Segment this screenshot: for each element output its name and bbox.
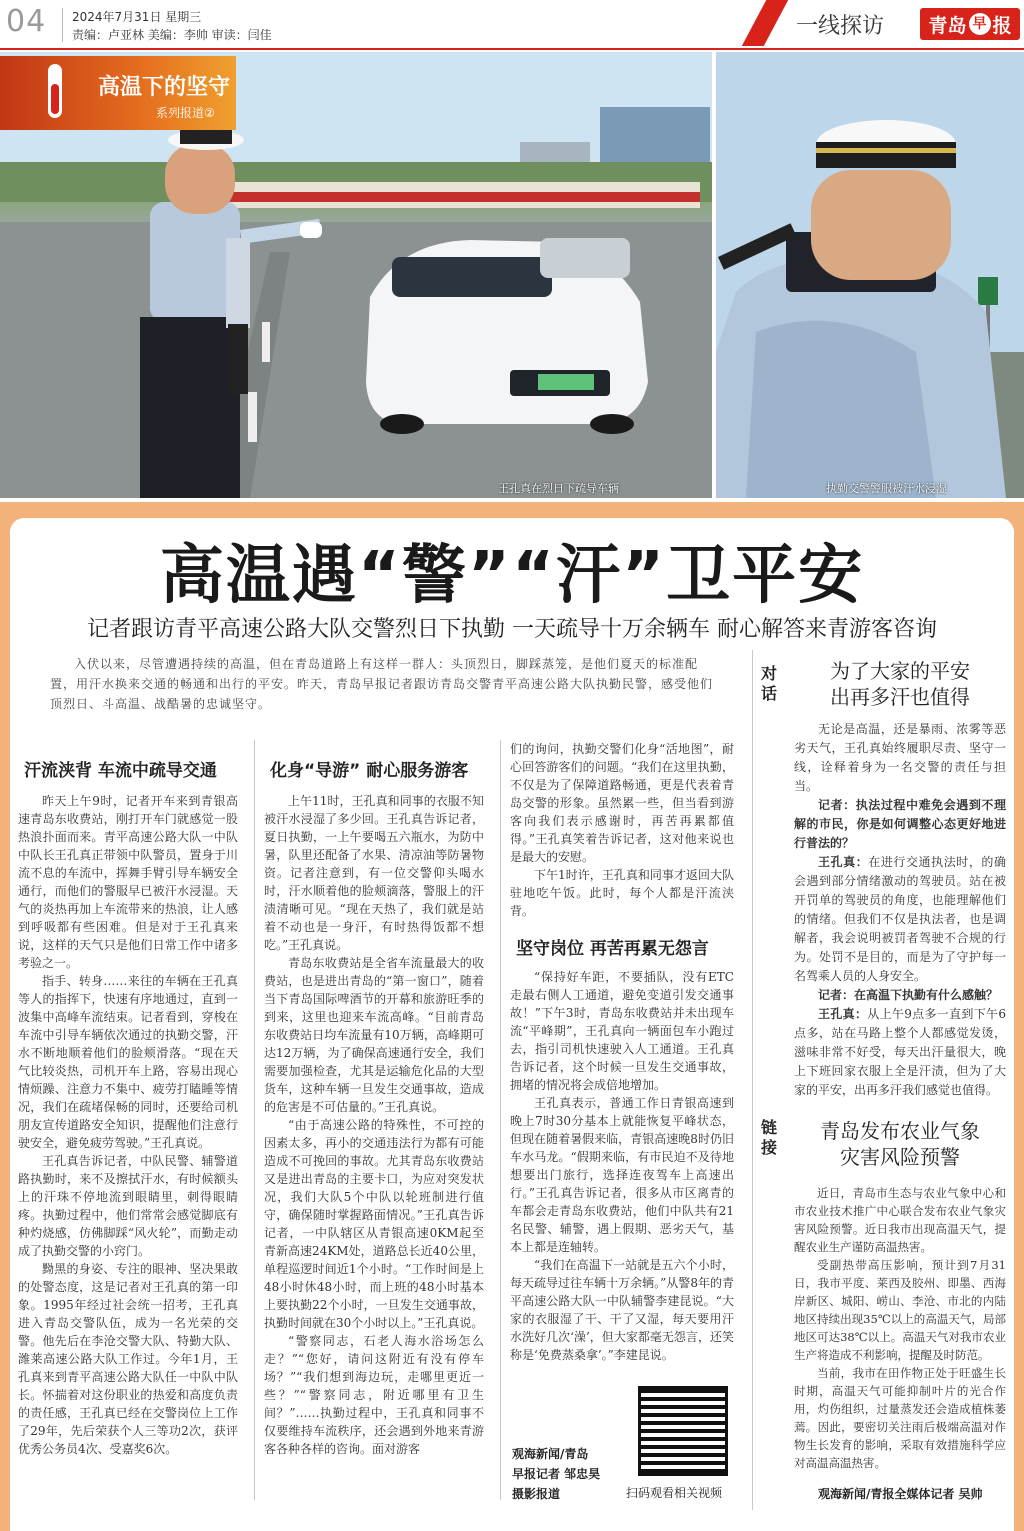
column-divider <box>254 740 255 1500</box>
section-heading-2: 化身“导游” 耐心服务游客 <box>270 761 469 781</box>
answer-speaker: 王孔真： <box>818 855 869 869</box>
series-title: 高温下的坚守 <box>98 75 231 100</box>
paragraph: 当前，我市在田作物正处于旺盛生长时期，高温天气可能抑制叶片的光合作用，灼伤组织，过量蒸发还会造成植株萎蔫。因此，要密切关注雨后极端高温对作物生长发育的影响，采取有效措施科学应对高温高温热害。 <box>794 1366 1006 1470</box>
logo-text-right: 报 <box>992 14 1012 37</box>
paragraph: 青岛东收费站是全省车流量最大的收费站，也是进出青岛的“第一窗口”，随着当下青岛国际啤酒节的开幕和旅游旺季的到来，这里也迎来车流高峰。“目前青岛东收费站日均车流量有10万辆，高峰期可达12万辆，为了确保高速通行安全，我们需要加强检查，尤其是运输危化品的大型货车，这种车辆一旦发生交通事故，造成的危害是不可估量的。”王孔真说。 <box>264 956 484 1114</box>
header-rule <box>0 48 1024 50</box>
series-subtitle: 系列报道② <box>156 106 215 120</box>
paragraph: 无论是高温，还是暴雨、浓雾等恶劣天气，王孔真始终履职尽责、坚守一线，诠释着身为一名交警的责任与担当。 <box>794 722 1006 793</box>
dialog-body <box>794 720 1006 1100</box>
link-title <box>790 1118 1010 1170</box>
headline: 高温遇“警”“汗”卫平安 <box>159 539 865 613</box>
side-photo <box>716 52 1024 498</box>
issue-date: 2024年7月31日 星期三 <box>72 10 202 24</box>
dialog-title <box>790 658 1010 710</box>
paragraph: 下午1时许，王孔真和同事才返回大队驻地吃午饭。此时，每个人都是汗流浃背。 <box>510 868 734 918</box>
thermometer-icon <box>48 64 62 118</box>
paragraph: 近日，青岛市生态与农业气象中心和市农业技术推广中心联合发布农业气象灾害风险预警。近日我市出现高温天气，提醒农业生产谨防高温热害。 <box>794 1186 1006 1254</box>
dialog-label: 对话 <box>760 664 777 703</box>
paragraph: “由于高速公路的特殊性，不可控的因素太多，再小的交通违法行为都有可能造成不可挽回的事故。尤其青岛东收费站又是进出青岛的主要卡口，为应对突发状况，我们大队5个中队以轮班制进行值守，确保随时掌握路面情况。”王孔真告诉记者，一中队辖区从青银高速0KM起至青新高速24KM处，道路总长近40公里，单程巡逻时间近1个小时。“工作时间是上48小时休48小时，而上班的48小时基本上要执勤22个小时，一旦发生交通事故，执勤时间就在30个小时以上。”王孔真说。 <box>264 1118 484 1330</box>
section-heading-1: 汗流浃背 车流中疏导交通 <box>24 761 217 781</box>
editor-credits: 责编：卢亚林 美编：李帅 审读：闫佳 <box>72 28 272 42</box>
side-photo-scene <box>716 52 1024 498</box>
header-divider <box>62 8 63 42</box>
question: 记者：在高温下执勤有什么感触？ <box>818 988 999 1002</box>
question: 记者：执法过程中难免会遇到不理解的市民，你是如何调整心态更好地进行普法的？ <box>794 798 1006 850</box>
paragraph: 昨天上午9时，记者开车来到青银高速青岛东收费站，刚打开车门就感觉一股热浪扑面而来。青平高速公路大队一中队中队长王孔真正带领中队警员，置身于川流不息的车流中，挥舞手臂引导车辆安全通行，而他们的警服早已被汗水浸湿。天气的炎热再加上车流带来的热浪，让人感到呼吸都有些困难。但是对于王孔真来说，这样的天气只是他们日常工作中诸多考验之一。 <box>18 794 238 970</box>
paragraph: 王孔真告诉记者，中队民警、辅警道路执勤时，来不及擦拭汗水，有时候额头上的汗珠不停地流到眼睛里，刺得眼睛疼。执勤过程中，他们常常会感觉脚底有种灼烧感，仿佛脚踩“风火轮”，而勤走动成了执勤交警的小窍门。 <box>18 1154 238 1258</box>
paragraph: 上午11时，王孔真和同事的衣服不知被汗水浸湿了多少回。王孔真告诉记者，夏日执勤，一上午要喝五六瓶水，为防中暑，队里还配备了水果、清凉油等防暑物资。记者注意到，有一位交警仰头喝水时，汗水顺着他的脸颊滴落，警服上的汗渍清晰可见。“现在天热了，我们就是站着不动也是一身汗，有时热得饭都不想吃。”王孔真说。 <box>264 794 484 952</box>
byline <box>512 1444 632 1504</box>
article-column-3a <box>510 740 734 920</box>
article-column-1 <box>18 792 238 1458</box>
link-title-line: 青岛发布农业气象 <box>820 1119 980 1143</box>
answer-text: 从上午9点多一直到下午6点多，站在马路上整个人都感觉发烫，滋味非常不好受，每天出汗量很大，晚上下班回家衣服上全是汗渍，但为了大家的平安，出再多汗我们感觉也值得。 <box>794 1007 1006 1097</box>
column-divider <box>500 740 501 1500</box>
qr-caption: 扫码观看相关视频 <box>626 1486 723 1500</box>
paragraph: 王孔真表示，普通工作日青银高速到晚上7时30分基本上就能恢复平峰状态，但现在随着暑假来临，青银高速晚8时仍旧车水马龙。“假期来临，有市民迫不及待地想要出门旅行，选择连夜驾车上高速出行。”王孔真告诉记者，很多从市区离青的车都会走青岛东收费站，他们中队共有21名民警、辅警，遇上假期、恶劣天气，基本上都是连轴转。 <box>510 1096 734 1254</box>
paragraph: “警察同志，石老人海水浴场怎么走？”“您好，请问这附近有没有停车场？”“我们想到海边玩，走哪里更近一些？”“警察同志，附近哪里有卫生间？”……执勤过程中，王孔真和同事不仅要维持车流秩序，还会遇到外地来青游客各种各样的咨询。面对游客 <box>264 1334 484 1456</box>
subheadline: 记者跟访青平高速公路大队交警烈日下执勤 一天疏导十万余辆车 耐心解答来青游客咨询 <box>87 617 937 642</box>
link-label: 链接 <box>760 1118 777 1157</box>
paragraph: 黝黑的身姿、专注的眼神、坚决果敢的处警态度，这是记者对王孔真的第一印象。1995年经过社会统一招考，王孔真进入青岛交警队伍，成为一名光荣的交警。他先后在李沧交警大队、特勤大队、潍莱高速公路大队工作过。今年1月，王孔真来到青平高速公路大队任一中队中队长。怀揣着对这份职业的热爱和高度负责的责任感，王孔真已经在交警岗位上工作了29年，先后荣获个人三等功2次，获评优秀公务员4次、受嘉奖6次。 <box>18 1262 238 1456</box>
logo-text-left: 青岛 <box>928 14 967 37</box>
sidebar-divider <box>752 650 753 1510</box>
article-column-3b <box>510 968 734 1364</box>
answer <box>794 1005 1006 1100</box>
newspaper-logo <box>920 8 1020 40</box>
paragraph: “我们在高温下一站就是五六个小时，每天疏导过往车辆十万余辆。”从警8年的青平高速公路大队一中队辅警李建昆说。“大家的衣服湿了干、干了又湿，每天要用汗水洗好几次‘澡’，但大家都毫无怨言，还笑称是‘免费蒸桑拿’。”李建昆说。 <box>510 1258 734 1362</box>
paragraph: “保持好车距，不要插队，没有ETC走最右侧人工通道，避免变道引发交通事故！”下午3时，青岛东收费站并未出现车流“平峰期”，王孔真向一辆面包车小跑过去，指引司机快速驶入人工通道。王孔真告诉记者，这个时候一旦发生交通事故，拥堵的情况将会成倍地增加。 <box>510 970 734 1092</box>
page-number: 04 <box>6 4 47 39</box>
dialog-title-line: 出再多汗也值得 <box>830 685 970 709</box>
byline-line: 观海新闻/青岛 <box>512 1447 589 1461</box>
lead-paragraph: 入伏以来，尽管遭遇持续的高温，但在青岛道路上有这样一群人：头顶烈日，脚踩蒸笼，是他们夏天的标准配置，用汗水换来交通的畅通和出行的平安。昨天，青岛早报记者跟访青岛交警青平高速公路大队执勤民警，感受他们顶烈日、斗高温、战酷暑的忠诚坚守。 <box>50 657 714 711</box>
main-photo-caption: 王孔真在烈日下疏导车辆 <box>498 482 619 495</box>
answer-speaker: 王孔真： <box>818 1007 868 1021</box>
qr-code[interactable] <box>638 1386 728 1476</box>
byline-line: 早报记者 邹忠昊 <box>512 1467 601 1481</box>
paragraph: 们的询问，执勤交警们化身“活地图”，耐心回答游客们的问题。“我们在这里执勤，不仅是为了保障道路畅通，更是代表着青岛交警的形象。虽然累一些，但当看到游客向我们表示感谢时，再苦再累都值得。”王孔真笑着告诉记者，这对他来说也是最大的安慰。 <box>510 742 734 864</box>
link-body <box>794 1184 1006 1472</box>
section-heading-3: 坚守岗位 再苦再累无怨言 <box>516 939 709 959</box>
side-photo-caption: 执勤交警警服被汗水浸湿 <box>826 482 947 495</box>
paragraph: 指手、转身……来往的车辆在王孔真等人的指挥下，快速有序地通过，直到一波集中高峰车流结束。记者看到，穿梭在车流中引导车辆依次通过的执勤交警，汗水不断地顺着他们的脸颊滑落。“现在天气比较炎热，司机开车上路，容易出现心情烦躁、注意力不集中、疲劳打瞌睡等情况，我们在疏堵保畅的同时，还要给司机朋友宣传道路安全知识，提醒他们注意行驶安全，避免疲劳驾驶。”王孔真说。 <box>18 974 238 1150</box>
answer <box>794 853 1006 986</box>
article-column-2 <box>264 792 484 1458</box>
answer-text: 在进行交通执法时，的确会遇到部分情绪激动的驾驶员。站在被开罚单的驾驶员的角度，也能理解他们的情绪。但我们不仅是执法者，也是调解者，我会说明被罚者驾驶不合规的行为。处罚不是目的，而是为了守护每一名驾乘人员的人身安全。 <box>794 855 1006 983</box>
link-title-line: 灾害风险预警 <box>840 1145 960 1169</box>
link-byline: 观海新闻/青报全媒体记者 吴帅 <box>818 1487 983 1501</box>
logo-text-mid: 早 <box>969 13 991 35</box>
header-accent <box>742 0 788 46</box>
paragraph: 受副热带高压影响，预计到7月31日，我市平度、莱西及胶州、即墨、西海岸新区、城阳、崂山、李沧、市北的内陆地区持续出现35℃以上的高温天气，局部地区可达38℃以上。高温天气对我市农业生产将造成不利影响，提醒及时防范。 <box>794 1258 1006 1362</box>
dialog-title-line: 为了大家的平安 <box>830 659 970 683</box>
column-name: 一线探访 <box>796 14 885 39</box>
byline-line: 摄影报道 <box>512 1487 561 1501</box>
